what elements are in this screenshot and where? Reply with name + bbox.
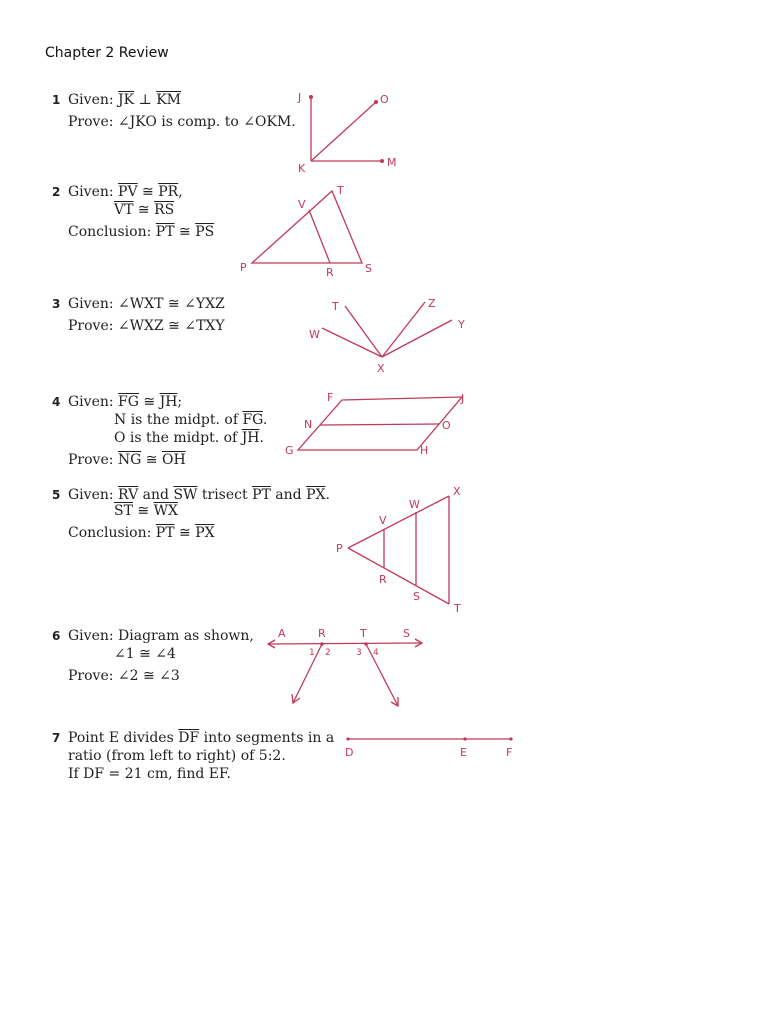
- given-line: Given: $\overline{PV}$ ≅ $\overline{PR}$,: [68, 184, 183, 200]
- point-label: J: [461, 392, 465, 405]
- prove-line: Prove: ∠2 ≅ ∠3: [68, 668, 180, 684]
- point-label: S: [413, 590, 420, 603]
- point-label: A: [278, 627, 286, 640]
- point-label: V: [298, 198, 306, 211]
- point-label: P: [336, 542, 343, 555]
- point-label: T: [332, 300, 339, 313]
- given-line-2: ∠1 ≅ ∠4: [114, 646, 176, 662]
- given-line: Given: $\overline{JK}$ ⊥ $\overline{KM}$: [68, 92, 181, 108]
- point-label: T: [337, 184, 344, 197]
- given-line-2: $\overline{ST}$ ≅ $\overline{WX}$: [114, 503, 178, 519]
- point-label: S: [365, 262, 372, 275]
- text-line-2: ratio (from left to right) of 5:2.: [68, 748, 286, 764]
- point-label: K: [298, 162, 306, 175]
- point-label: W: [409, 498, 420, 511]
- problem-number: 3: [52, 297, 61, 311]
- point-label: R: [326, 266, 334, 279]
- text-line-3: If DF = 21 cm, find EF.: [68, 766, 231, 782]
- angle-label: 4: [373, 648, 379, 658]
- point-label: X: [453, 485, 461, 498]
- prove-line: Prove: ∠JKO is comp. to ∠OKM.: [68, 114, 296, 130]
- point-label: Y: [458, 318, 465, 331]
- point-label: R: [318, 627, 326, 640]
- angle-label: 1: [309, 648, 315, 658]
- problem-number: 7: [52, 731, 61, 745]
- given-line: Given: Diagram as shown,: [68, 628, 254, 644]
- point-label: P: [240, 261, 247, 274]
- point-label: D: [345, 746, 354, 759]
- prove-line: Prove: ∠WXZ ≅ ∠TXY: [68, 318, 225, 334]
- point-label: J: [298, 91, 302, 104]
- point-label: T: [454, 602, 461, 615]
- given-line: Given: $\overline{RV}$ and $\overline{SW}$ trisect $\overline{PT}$ and $\overline{PX}$.: [68, 487, 330, 503]
- text-line-1: Point E divides $\overline{DF}$ into segments in a: [68, 730, 335, 746]
- point-label: T: [360, 627, 367, 640]
- page-title: Chapter 2 Review: [45, 45, 169, 61]
- given-line-2: N is the midpt. of $\overline{FG}$.: [114, 412, 268, 428]
- angle-label: 3: [356, 648, 362, 658]
- point-label: H: [420, 444, 429, 457]
- point-label: N: [304, 418, 313, 431]
- problem-number: 1: [52, 93, 61, 107]
- conclusion-line: Conclusion: $\overline{PT}$ ≅ $\overline{PS}$: [68, 224, 215, 240]
- prove-line: Prove: $\overline{NG}$ ≅ $\overline{OH}$: [68, 452, 186, 468]
- point-label: O: [380, 93, 389, 106]
- given-line: Given: ∠WXT ≅ ∠YXZ: [68, 296, 225, 312]
- problem-number: 5: [52, 488, 61, 502]
- point-label: W: [309, 328, 320, 341]
- problem-number: 4: [52, 395, 61, 409]
- problem-number: 2: [52, 185, 61, 199]
- point-label: E: [460, 746, 467, 759]
- point-label: Z: [428, 297, 436, 310]
- given-line: Given: $\overline{FG}$ ≅ $\overline{JH}$;: [68, 394, 183, 410]
- point-label: V: [379, 514, 387, 527]
- point-label: X: [377, 362, 385, 375]
- point-label: M: [387, 156, 397, 169]
- problem-number: 6: [52, 629, 61, 643]
- angle-label: 2: [325, 648, 331, 658]
- point-label: O: [442, 419, 451, 432]
- given-line-2: $\overline{VT}$ ≅ $\overline{RS}$: [114, 202, 175, 218]
- point-label: S: [403, 627, 410, 640]
- given-line-3: O is the midpt. of $\overline{JH}$.: [114, 430, 264, 446]
- point-label: F: [506, 746, 513, 759]
- point-label: F: [327, 391, 334, 404]
- point-label: G: [285, 444, 294, 457]
- conclusion-line: Conclusion: $\overline{PT}$ ≅ $\overline{PX}$: [68, 525, 215, 541]
- point-label: R: [379, 573, 387, 586]
